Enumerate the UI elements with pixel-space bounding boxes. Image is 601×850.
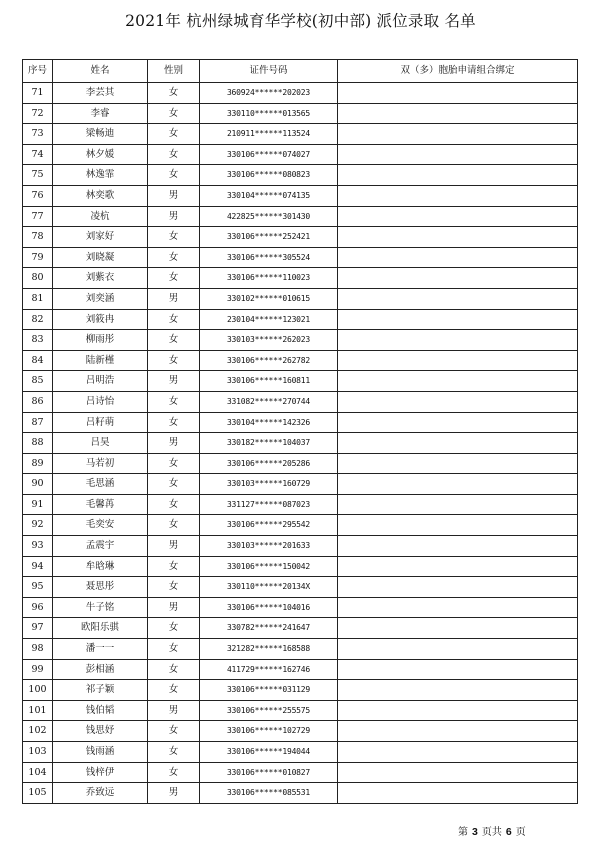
cell-twin-binding (338, 700, 578, 721)
cell-name: 林夕媛 (53, 144, 148, 165)
table-row (23, 103, 578, 124)
cell-twin-binding (338, 577, 578, 598)
cell-id-number: 330103******262023 (200, 330, 338, 351)
cell-gender: 男 (148, 597, 200, 618)
header-twin-binding: 双（多）胞胎申请组合绑定 (338, 60, 578, 83)
cell-name: 乔致远 (53, 783, 148, 804)
table-row (23, 556, 578, 577)
cell-twin-binding (338, 350, 578, 371)
cell-twin-binding (338, 515, 578, 536)
header-gender: 性别 (148, 60, 200, 83)
cell-gender: 女 (148, 391, 200, 412)
cell-name: 毛思涵 (53, 474, 148, 495)
table-row (23, 330, 578, 351)
page-footer (458, 823, 526, 838)
table-row (23, 639, 578, 660)
cell-twin-binding (338, 144, 578, 165)
cell-name: 刘晓凝 (53, 247, 148, 268)
cell-name: 欧阳乐骐 (53, 618, 148, 639)
cell-gender: 女 (148, 556, 200, 577)
cell-seq: 93 (23, 536, 53, 557)
cell-twin-binding (338, 659, 578, 680)
table-row (23, 618, 578, 639)
cell-seq: 83 (23, 330, 53, 351)
cell-seq: 74 (23, 144, 53, 165)
table-row (23, 597, 578, 618)
cell-gender: 女 (148, 721, 200, 742)
cell-id-number: 330106******074027 (200, 144, 338, 165)
cell-gender: 女 (148, 144, 200, 165)
cell-name: 牛子铭 (53, 597, 148, 618)
table-row (23, 680, 578, 701)
cell-gender: 男 (148, 206, 200, 227)
cell-twin-binding (338, 474, 578, 495)
table-row (23, 268, 578, 289)
cell-seq: 102 (23, 721, 53, 742)
table-header-row (23, 60, 578, 83)
cell-gender: 女 (148, 268, 200, 289)
cell-gender: 女 (148, 680, 200, 701)
cell-id-number: 330106******085531 (200, 783, 338, 804)
table-row (23, 206, 578, 227)
cell-seq: 80 (23, 268, 53, 289)
footer-mid: 页共 (481, 827, 502, 838)
cell-seq: 77 (23, 206, 53, 227)
cell-id-number: 330106******194044 (200, 742, 338, 763)
header-seq: 序号 (23, 60, 53, 83)
cell-seq: 99 (23, 659, 53, 680)
cell-seq: 84 (23, 350, 53, 371)
cell-id-number: 330106******110023 (200, 268, 338, 289)
cell-seq: 95 (23, 577, 53, 598)
cell-name: 陆新槿 (53, 350, 148, 371)
cell-twin-binding (338, 680, 578, 701)
cell-id-number: 330103******201633 (200, 536, 338, 557)
cell-id-number: 330106******010827 (200, 762, 338, 783)
cell-name: 马若初 (53, 453, 148, 474)
cell-name: 彭相涵 (53, 659, 148, 680)
cell-twin-binding (338, 494, 578, 515)
cell-id-number: 330104******074135 (200, 185, 338, 206)
cell-id-number: 330106******031129 (200, 680, 338, 701)
table-row (23, 185, 578, 206)
cell-id-number: 330106******150042 (200, 556, 338, 577)
table-row (23, 659, 578, 680)
cell-seq: 101 (23, 700, 53, 721)
cell-seq: 72 (23, 103, 53, 124)
cell-twin-binding (338, 206, 578, 227)
cell-twin-binding (338, 453, 578, 474)
table-row (23, 83, 578, 104)
cell-seq: 97 (23, 618, 53, 639)
cell-gender: 男 (148, 185, 200, 206)
cell-name: 梁畅迪 (53, 124, 148, 145)
cell-twin-binding (338, 124, 578, 145)
table-row (23, 577, 578, 598)
footer-prefix: 第 (458, 827, 468, 838)
cell-seq: 91 (23, 494, 53, 515)
cell-twin-binding (338, 185, 578, 206)
cell-name: 潘一一 (53, 639, 148, 660)
cell-id-number: 330106******160811 (200, 371, 338, 392)
cell-seq: 76 (23, 185, 53, 206)
table-row (23, 227, 578, 248)
cell-seq: 105 (23, 783, 53, 804)
cell-id-number: 330110******013565 (200, 103, 338, 124)
cell-id-number: 330106******205286 (200, 453, 338, 474)
cell-twin-binding (338, 165, 578, 186)
cell-id-number: 330106******102729 (200, 721, 338, 742)
cell-gender: 女 (148, 618, 200, 639)
cell-gender: 女 (148, 494, 200, 515)
table-row (23, 494, 578, 515)
cell-name: 钱梓伊 (53, 762, 148, 783)
cell-seq: 73 (23, 124, 53, 145)
cell-twin-binding (338, 330, 578, 351)
cell-name: 吕明浩 (53, 371, 148, 392)
cell-seq: 79 (23, 247, 53, 268)
cell-name: 毛奕安 (53, 515, 148, 536)
cell-name: 凌杭 (53, 206, 148, 227)
table-row (23, 350, 578, 371)
cell-twin-binding (338, 391, 578, 412)
cell-name: 钱伯韬 (53, 700, 148, 721)
cell-name: 林逸霏 (53, 165, 148, 186)
cell-twin-binding (338, 103, 578, 124)
cell-id-number: 210911******113524 (200, 124, 338, 145)
table-row (23, 783, 578, 804)
cell-twin-binding (338, 83, 578, 104)
cell-twin-binding (338, 288, 578, 309)
cell-twin-binding (338, 268, 578, 289)
cell-seq: 90 (23, 474, 53, 495)
table-row (23, 700, 578, 721)
cell-name: 柳雨彤 (53, 330, 148, 351)
cell-gender: 女 (148, 309, 200, 330)
cell-name: 祁子颖 (53, 680, 148, 701)
table-row (23, 124, 578, 145)
cell-id-number: 330106******252421 (200, 227, 338, 248)
cell-seq: 87 (23, 412, 53, 433)
cell-twin-binding (338, 556, 578, 577)
cell-name: 李睿 (53, 103, 148, 124)
cell-seq: 75 (23, 165, 53, 186)
cell-twin-binding (338, 371, 578, 392)
cell-id-number: 330106******305524 (200, 247, 338, 268)
cell-gender: 女 (148, 330, 200, 351)
cell-id-number: 330110******20134X (200, 577, 338, 598)
cell-gender: 女 (148, 659, 200, 680)
cell-gender: 女 (148, 124, 200, 145)
cell-twin-binding (338, 597, 578, 618)
cell-twin-binding (338, 227, 578, 248)
cell-id-number: 422825******301430 (200, 206, 338, 227)
total-pages-number: 6 (505, 826, 512, 838)
cell-gender: 女 (148, 762, 200, 783)
cell-id-number: 330102******010615 (200, 288, 338, 309)
cell-id-number: 330782******241647 (200, 618, 338, 639)
cell-id-number: 330106******255575 (200, 700, 338, 721)
cell-seq: 96 (23, 597, 53, 618)
cell-gender: 女 (148, 350, 200, 371)
cell-id-number: 330106******104016 (200, 597, 338, 618)
cell-name: 聂思彤 (53, 577, 148, 598)
cell-seq: 71 (23, 83, 53, 104)
cell-seq: 98 (23, 639, 53, 660)
cell-gender: 女 (148, 83, 200, 104)
table-row (23, 742, 578, 763)
cell-gender: 女 (148, 453, 200, 474)
table-row (23, 309, 578, 330)
table-row (23, 515, 578, 536)
cell-seq: 78 (23, 227, 53, 248)
document-title: 2021年 杭州绿城育华学校(初中部) 派位录取 名单 (125, 12, 476, 30)
table-row (23, 391, 578, 412)
cell-twin-binding (338, 247, 578, 268)
cell-twin-binding (338, 536, 578, 557)
table-row (23, 721, 578, 742)
table-row (23, 288, 578, 309)
cell-name: 吕诗怡 (53, 391, 148, 412)
cell-gender: 男 (148, 371, 200, 392)
cell-name: 孟震宇 (53, 536, 148, 557)
current-page-number: 3 (472, 826, 478, 838)
table-row (23, 371, 578, 392)
cell-seq: 86 (23, 391, 53, 412)
cell-id-number: 331127******087023 (200, 494, 338, 515)
cell-seq: 81 (23, 288, 53, 309)
cell-gender: 男 (148, 783, 200, 804)
cell-gender: 女 (148, 639, 200, 660)
cell-seq: 89 (23, 453, 53, 474)
table-row (23, 536, 578, 557)
table-row (23, 453, 578, 474)
cell-seq: 103 (23, 742, 53, 763)
cell-name: 刘家好 (53, 227, 148, 248)
cell-name: 牟晗琳 (53, 556, 148, 577)
table-row (23, 474, 578, 495)
cell-gender: 男 (148, 536, 200, 557)
cell-name: 吕昊 (53, 433, 148, 454)
cell-id-number: 411729******162746 (200, 659, 338, 680)
cell-twin-binding (338, 783, 578, 804)
cell-gender: 女 (148, 412, 200, 433)
table-row (23, 144, 578, 165)
cell-id-number: 230104******123021 (200, 309, 338, 330)
cell-twin-binding (338, 433, 578, 454)
cell-twin-binding (338, 639, 578, 660)
cell-twin-binding (338, 618, 578, 639)
cell-name: 钱思妤 (53, 721, 148, 742)
cell-seq: 94 (23, 556, 53, 577)
cell-id-number: 331082******270744 (200, 391, 338, 412)
cell-twin-binding (338, 412, 578, 433)
cell-seq: 85 (23, 371, 53, 392)
cell-id-number: 330106******262782 (200, 350, 338, 371)
cell-gender: 男 (148, 433, 200, 454)
table-row (23, 165, 578, 186)
table-row (23, 433, 578, 454)
table-body (23, 83, 578, 804)
footer-suffix: 页 (515, 827, 526, 838)
cell-seq: 88 (23, 433, 53, 454)
cell-name: 刘紫衣 (53, 268, 148, 289)
header-id-number: 证件号码 (200, 60, 338, 83)
cell-seq: 82 (23, 309, 53, 330)
cell-gender: 女 (148, 577, 200, 598)
cell-name: 李芸其 (53, 83, 148, 104)
admission-table (22, 59, 578, 804)
table-row (23, 762, 578, 783)
cell-name: 钱雨涵 (53, 742, 148, 763)
cell-twin-binding (338, 742, 578, 763)
cell-gender: 男 (148, 700, 200, 721)
cell-gender: 女 (148, 515, 200, 536)
cell-gender: 女 (148, 103, 200, 124)
cell-name: 毛馨苒 (53, 494, 148, 515)
cell-id-number: 360924******202023 (200, 83, 338, 104)
cell-gender: 女 (148, 165, 200, 186)
cell-id-number: 330104******142326 (200, 412, 338, 433)
cell-seq: 104 (23, 762, 53, 783)
cell-twin-binding (338, 762, 578, 783)
table-row (23, 412, 578, 433)
cell-gender: 女 (148, 474, 200, 495)
cell-id-number: 330103******160729 (200, 474, 338, 495)
cell-twin-binding (338, 309, 578, 330)
cell-name: 林奕歌 (53, 185, 148, 206)
header-name: 姓名 (53, 60, 148, 83)
cell-seq: 100 (23, 680, 53, 701)
cell-seq: 92 (23, 515, 53, 536)
cell-name: 吕籽萌 (53, 412, 148, 433)
cell-gender: 女 (148, 227, 200, 248)
cell-id-number: 330182******104037 (200, 433, 338, 454)
cell-gender: 女 (148, 742, 200, 763)
cell-id-number: 330106******080823 (200, 165, 338, 186)
cell-id-number: 330106******295542 (200, 515, 338, 536)
cell-name: 刘奕涵 (53, 288, 148, 309)
cell-twin-binding (338, 721, 578, 742)
cell-id-number: 321282******168588 (200, 639, 338, 660)
cell-name: 刘筱冉 (53, 309, 148, 330)
table-row (23, 247, 578, 268)
cell-gender: 男 (148, 288, 200, 309)
cell-gender: 女 (148, 247, 200, 268)
